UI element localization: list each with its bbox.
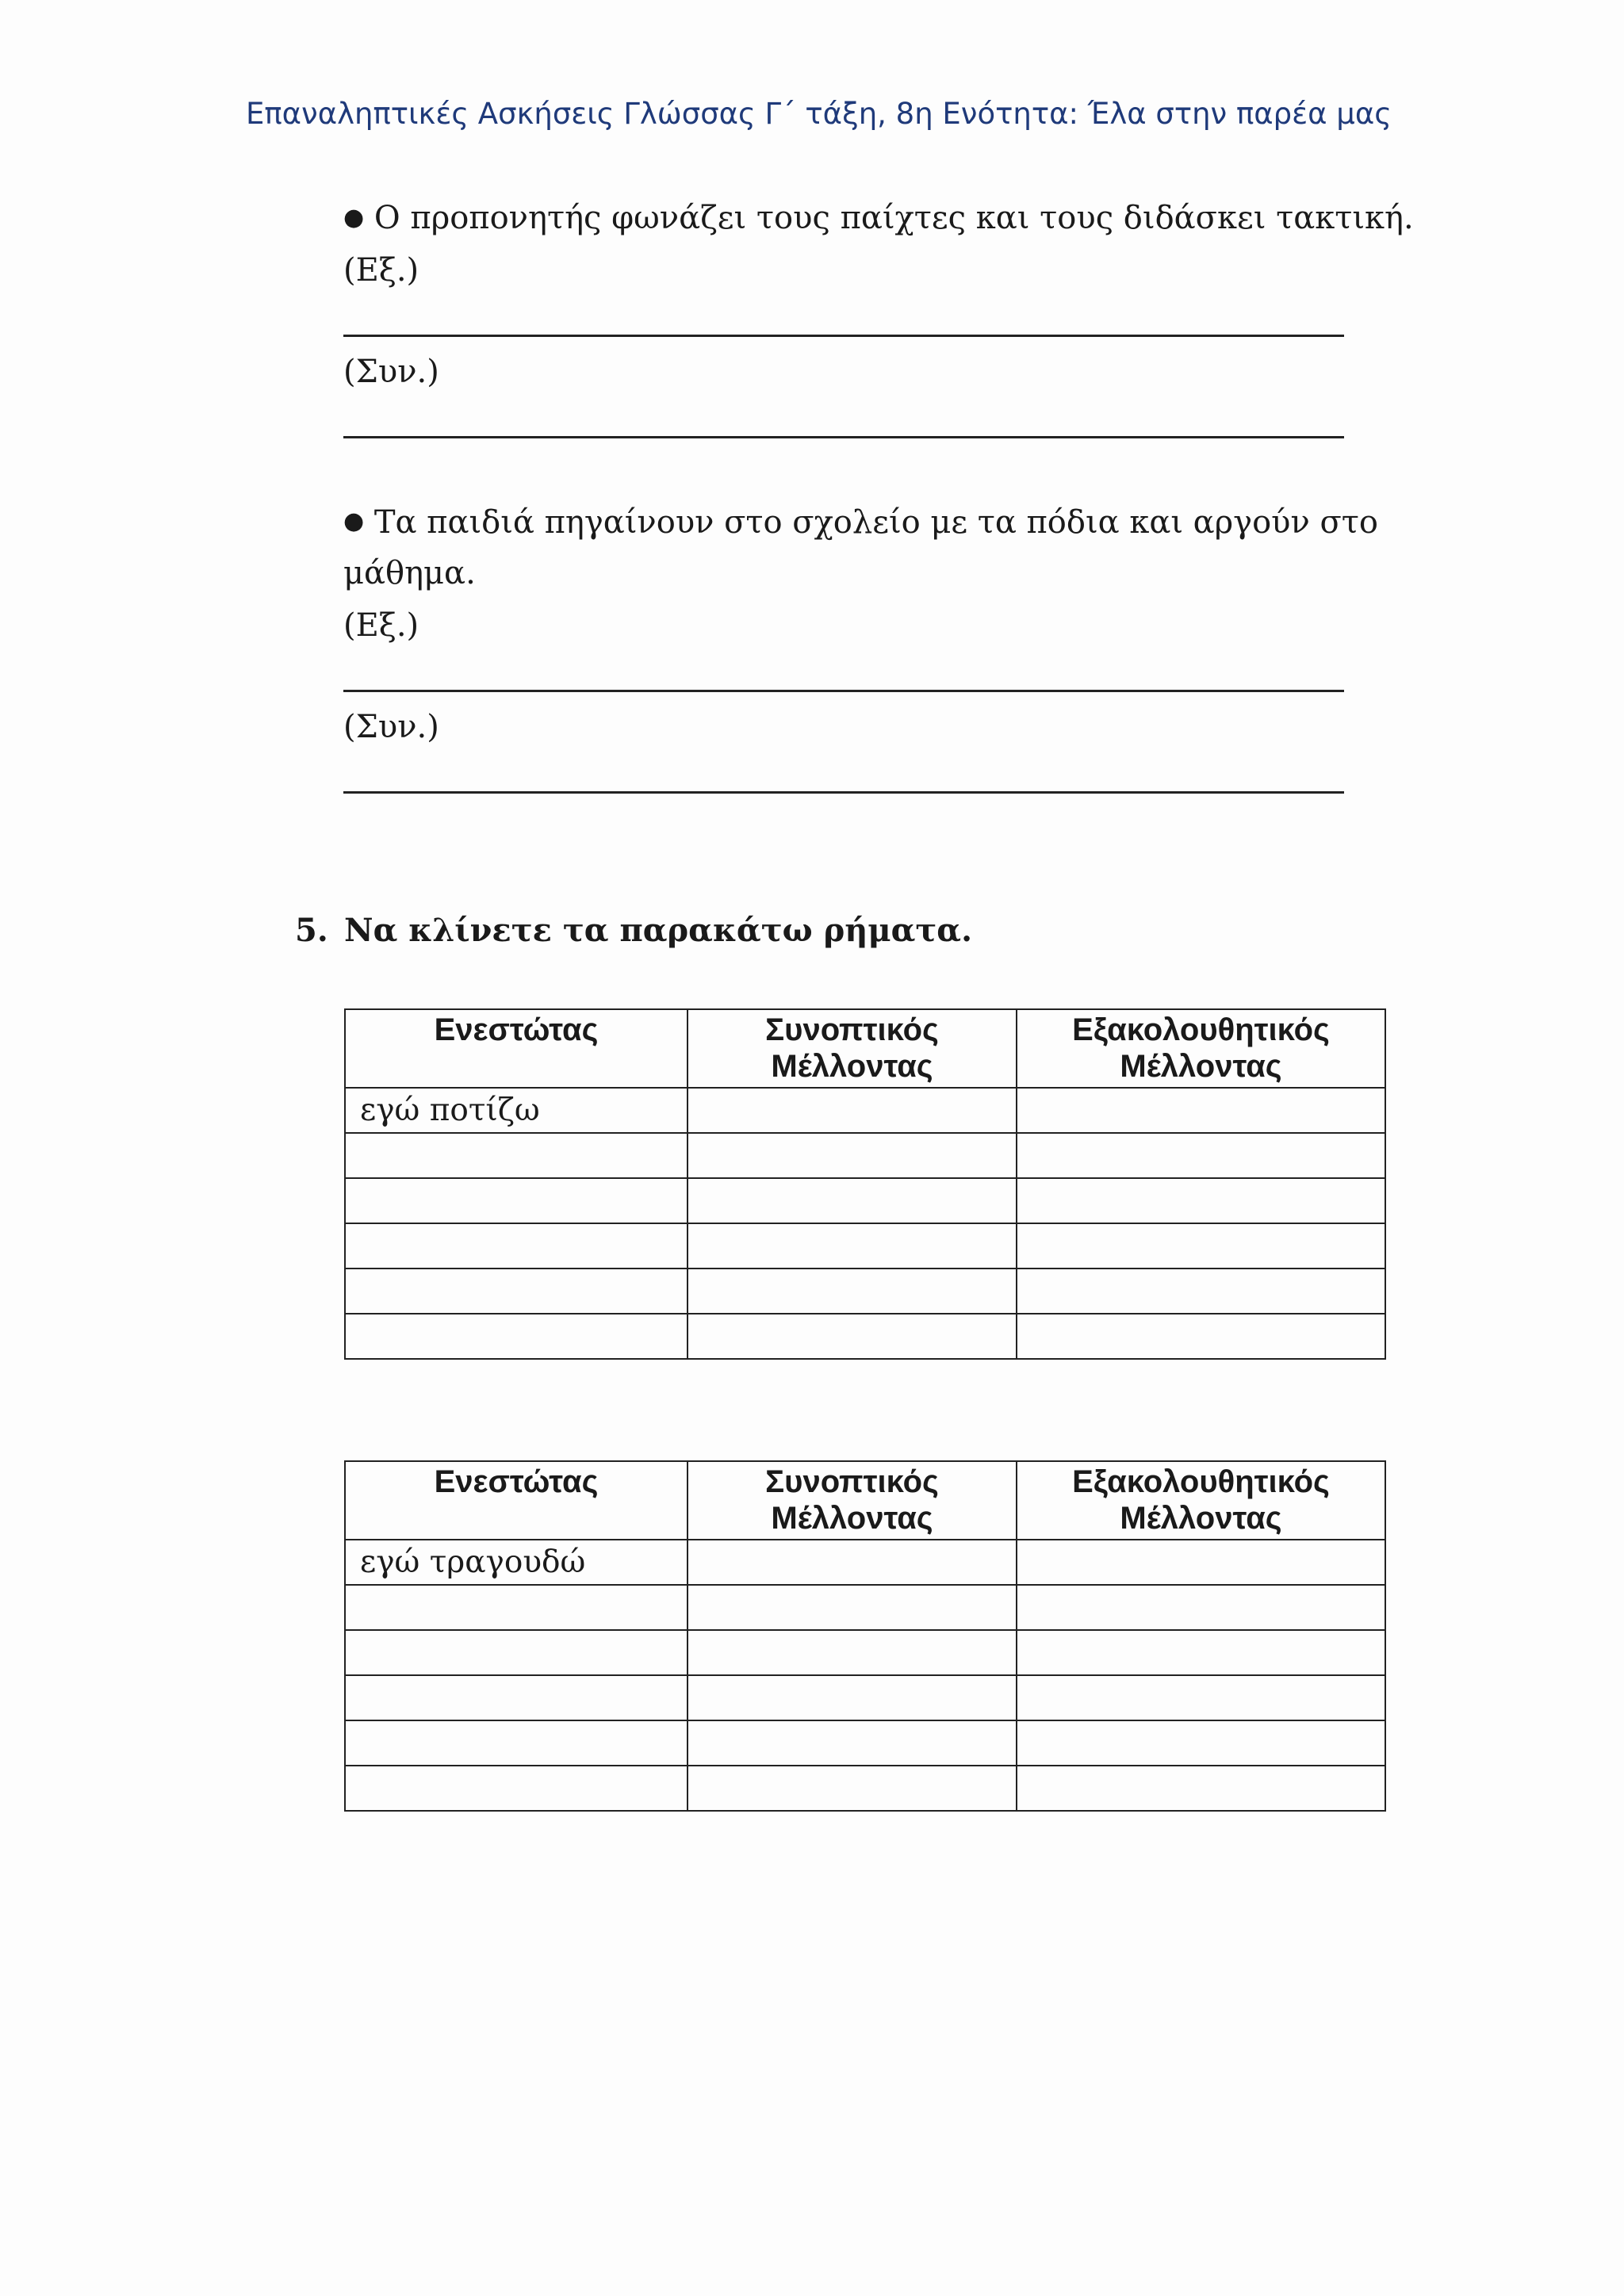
verb-table-2 bbox=[344, 1460, 1386, 1812]
word: σχολείο bbox=[792, 504, 921, 541]
answer-cell[interactable] bbox=[1017, 1630, 1385, 1675]
answer-cell[interactable] bbox=[688, 1223, 1017, 1269]
table-row bbox=[345, 1720, 1385, 1766]
bullet: ● bbox=[343, 507, 365, 535]
answer-cell[interactable] bbox=[1017, 1675, 1385, 1720]
answer-cell[interactable] bbox=[345, 1133, 688, 1178]
answer-cell[interactable] bbox=[1017, 1133, 1385, 1178]
table-row bbox=[345, 1133, 1385, 1178]
answer-line-syn-2[interactable] bbox=[343, 791, 1344, 794]
answer-cell[interactable] bbox=[1017, 1720, 1385, 1766]
answer-line-syn-1[interactable] bbox=[343, 436, 1344, 438]
word: πόδια bbox=[1026, 504, 1120, 541]
ex-label-2: (Εξ.) bbox=[343, 607, 419, 644]
verb-table-1 bbox=[344, 1008, 1386, 1360]
answer-cell[interactable] bbox=[345, 1585, 688, 1630]
answer-cell[interactable] bbox=[1017, 1269, 1385, 1314]
ex-label-1: (Εξ.) bbox=[343, 252, 419, 289]
sentence-2-line-1 bbox=[343, 504, 1378, 541]
answer-cell[interactable] bbox=[1017, 1223, 1385, 1269]
answer-cell[interactable] bbox=[688, 1178, 1017, 1223]
word: πηγαίνουν bbox=[544, 504, 714, 541]
table-row bbox=[345, 1540, 1385, 1585]
table-row bbox=[345, 1630, 1385, 1675]
syn-label-2: (Συν.) bbox=[343, 709, 439, 745]
word: στο bbox=[724, 504, 783, 541]
table-row bbox=[345, 1178, 1385, 1223]
word: τα bbox=[977, 504, 1017, 541]
answer-cell[interactable] bbox=[345, 1178, 688, 1223]
answer-cell[interactable] bbox=[688, 1088, 1017, 1133]
task-number: 5. bbox=[295, 912, 328, 949]
answer-line-ex-1[interactable] bbox=[343, 335, 1344, 337]
word: με bbox=[930, 504, 968, 541]
sentence-2-line-2: μάθημα. bbox=[343, 555, 476, 591]
task-text: Να κλίνετε τα παρακάτω ρήματα. bbox=[344, 912, 972, 949]
answer-cell[interactable] bbox=[688, 1766, 1017, 1811]
answer-cell[interactable] bbox=[1017, 1766, 1385, 1811]
answer-cell[interactable] bbox=[688, 1675, 1017, 1720]
table-header-row bbox=[345, 1461, 1385, 1540]
table-row bbox=[345, 1766, 1385, 1811]
cell-present: εγώ τραγουδώ bbox=[345, 1540, 688, 1585]
header-present: Ενεστώτας bbox=[345, 1009, 688, 1088]
answer-cell[interactable] bbox=[688, 1630, 1017, 1675]
answer-cell[interactable] bbox=[1017, 1314, 1385, 1359]
header-present: Ενεστώτας bbox=[345, 1461, 688, 1540]
page-header: Επαναληπτικές Ασκήσεις Γλώσσας Γ΄ τάξη, 8η Ενότητα: Έλα στην παρέα μας bbox=[246, 97, 1392, 131]
answer-cell[interactable] bbox=[345, 1223, 688, 1269]
word: παιδιά bbox=[427, 504, 534, 541]
answer-cell[interactable] bbox=[345, 1269, 688, 1314]
table-row bbox=[345, 1314, 1385, 1359]
answer-cell[interactable] bbox=[688, 1314, 1017, 1359]
answer-cell[interactable] bbox=[1017, 1585, 1385, 1630]
word: στο bbox=[1320, 504, 1378, 541]
word: Τα bbox=[373, 504, 417, 541]
answer-cell[interactable] bbox=[345, 1314, 688, 1359]
syn-label-1: (Συν.) bbox=[343, 354, 439, 390]
sentence-1-text: Ο προπονητής φωνάζει τους παίχτες και τους διδάσκει τακτική. bbox=[373, 200, 1414, 236]
table-row bbox=[345, 1223, 1385, 1269]
header-future-simple: Συνοπτικός Μέλλοντας bbox=[688, 1461, 1017, 1540]
answer-cell[interactable] bbox=[345, 1720, 688, 1766]
word: αργούν bbox=[1193, 504, 1310, 541]
header-future-simple: Συνοπτικός Μέλλοντας bbox=[688, 1009, 1017, 1088]
answer-cell[interactable] bbox=[345, 1766, 688, 1811]
word: και bbox=[1129, 504, 1184, 541]
answer-cell[interactable] bbox=[1017, 1540, 1385, 1585]
task-5-title bbox=[295, 912, 972, 949]
answer-cell[interactable] bbox=[1017, 1088, 1385, 1133]
header-future-continuous: Εξακολουθητικός Μέλλοντας bbox=[1017, 1009, 1385, 1088]
table-row bbox=[345, 1088, 1385, 1133]
answer-cell[interactable] bbox=[345, 1630, 688, 1675]
table-row bbox=[345, 1675, 1385, 1720]
cell-present: εγώ ποτίζω bbox=[345, 1088, 688, 1133]
table-row bbox=[345, 1585, 1385, 1630]
header-future-continuous: Εξακολουθητικός Μέλλοντας bbox=[1017, 1461, 1385, 1540]
answer-line-ex-2[interactable] bbox=[343, 690, 1344, 692]
answer-cell[interactable] bbox=[345, 1675, 688, 1720]
answer-cell[interactable] bbox=[688, 1540, 1017, 1585]
answer-cell[interactable] bbox=[1017, 1178, 1385, 1223]
bullet: ● bbox=[343, 204, 365, 232]
answer-cell[interactable] bbox=[688, 1269, 1017, 1314]
table-row bbox=[345, 1269, 1385, 1314]
answer-cell[interactable] bbox=[688, 1133, 1017, 1178]
answer-cell[interactable] bbox=[688, 1720, 1017, 1766]
answer-cell[interactable] bbox=[688, 1585, 1017, 1630]
sentence-1 bbox=[343, 200, 1414, 236]
table-header-row bbox=[345, 1009, 1385, 1088]
